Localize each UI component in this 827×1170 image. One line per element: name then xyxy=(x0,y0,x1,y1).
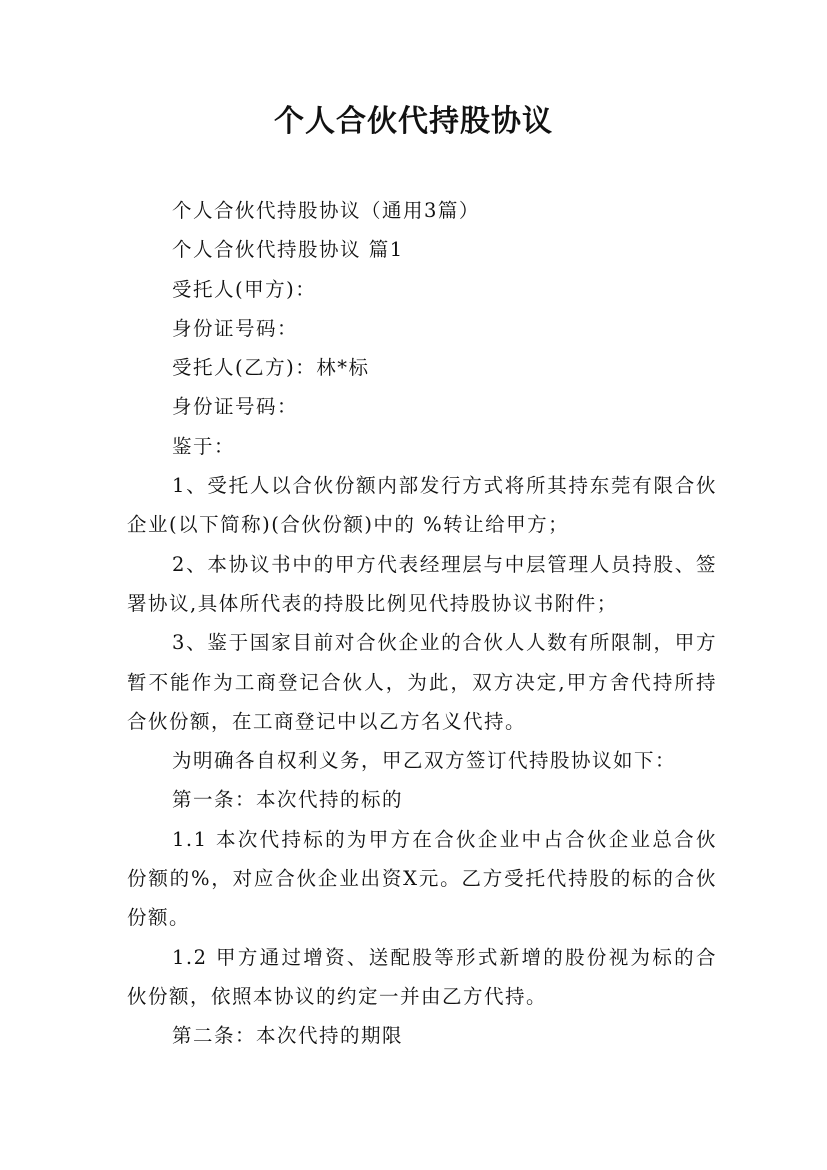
paragraph-article-heading: 个人合伙代持股协议 篇1 xyxy=(172,238,404,262)
paragraph-whereas: 鉴于： xyxy=(172,434,236,458)
paragraph-article-1-heading: 第一条：本次代持的标的 xyxy=(172,788,404,812)
paragraph-clause-1-1: 1.1 本次代持标的为甲方在合伙企业中占合伙企业总合伙份额的%，对应合伙企业出资X元。乙方受托代持股的标的合伙份额。 xyxy=(127,827,717,930)
paragraph-party-b-id: 身份证号码： xyxy=(172,395,299,419)
paragraph-party-b: 受托人(乙方)：林*标 xyxy=(172,356,370,380)
document-body xyxy=(127,191,717,1056)
paragraph-heading-collection: 个人合伙代持股协议（通用3篇） xyxy=(172,199,480,222)
paragraph-recital-2: 2、本协议书中的甲方代表经理层与中层管理人员持股、签署协议,具体所代表的持股比例见代持股协议书附件； xyxy=(127,552,717,615)
paragraph-recital-1: 1、受托人以合伙份额内部发行方式将所其持东莞有限合伙企业(以下简称)(合伙份额)中的 %转让给甲方； xyxy=(127,474,717,537)
paragraph-party-a-id: 身份证号码： xyxy=(172,316,299,340)
paragraph-clause-1-2: 1.2 甲方通过增资、送配股等形式新增的股份视为标的合伙份额，依照本协议的约定一并由乙方代持。 xyxy=(127,945,717,1008)
paragraph-party-a: 受托人(甲方)： xyxy=(172,277,317,301)
paragraph-recital-3: 3、鉴于国家目前对合伙企业的合伙人人数有所限制，甲方暂不能作为工商登记合伙人，为此，双方决定,甲方舍代持所持合伙份额，在工商登记中以乙方名义代持。 xyxy=(127,631,717,733)
document-title: 个人合伙代持股协议 xyxy=(274,104,553,139)
paragraph-agreement-intro: 为明确各自权利义务，甲乙双方签订代持股协议如下： xyxy=(172,749,677,773)
paragraph-article-2-heading: 第二条：本次代持的期限 xyxy=(172,1024,404,1048)
